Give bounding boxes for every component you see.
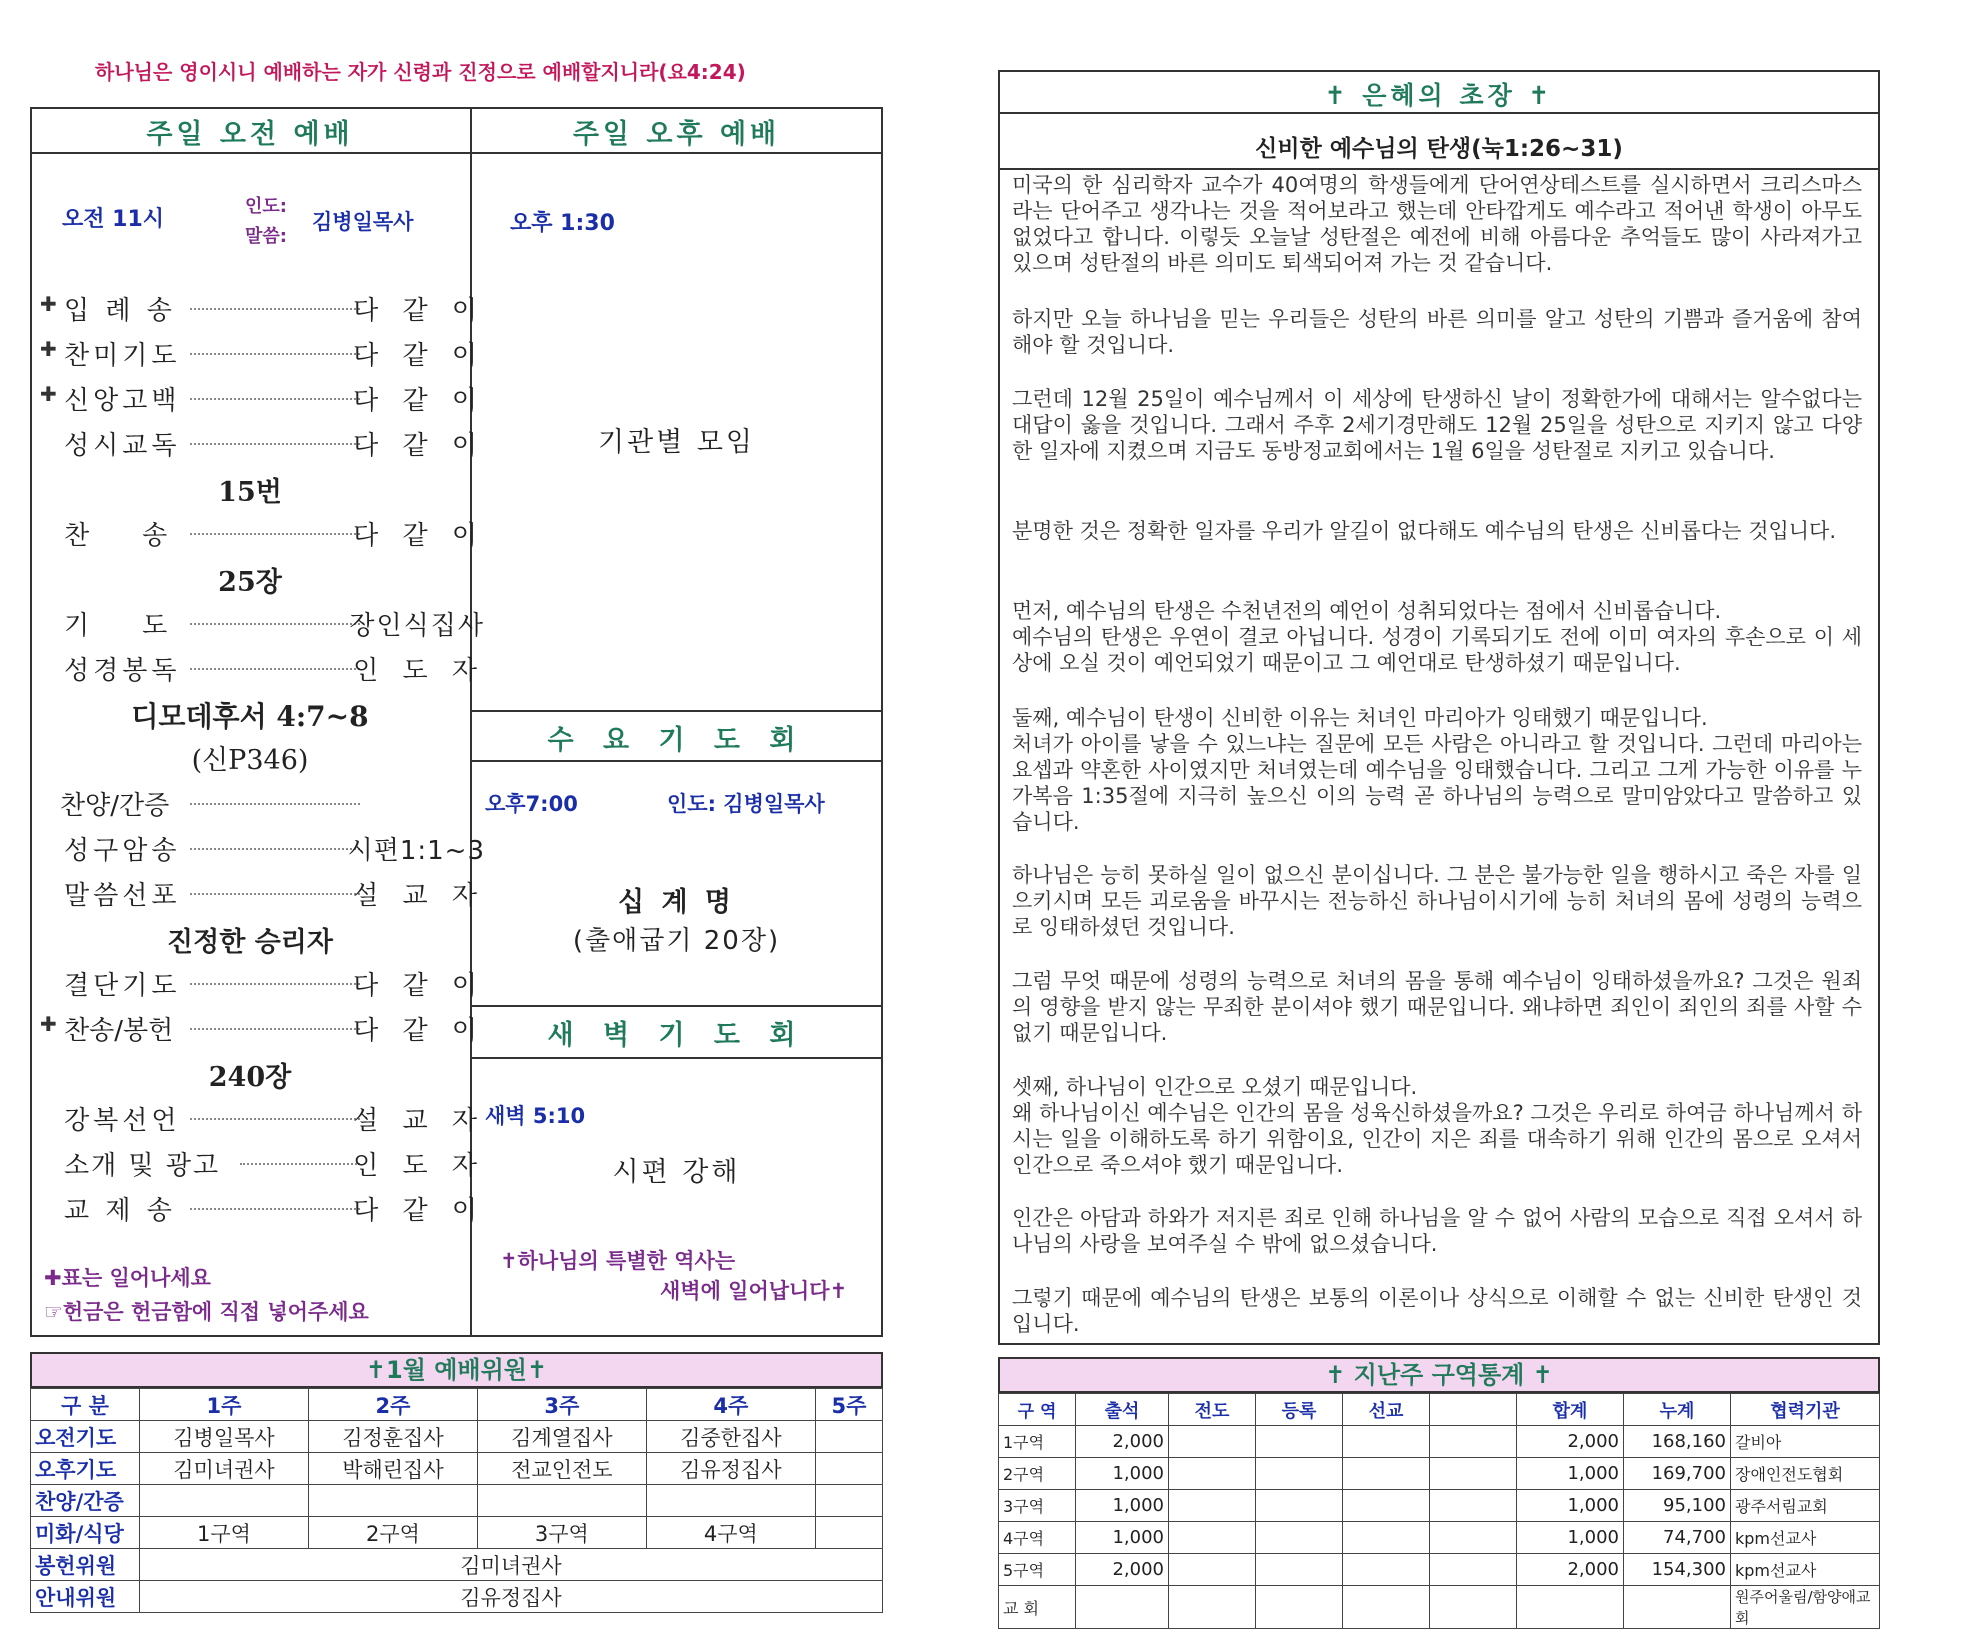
order-item — [40, 605, 485, 641]
stats-cell — [1343, 1426, 1430, 1458]
order-label: 교 제 송 — [64, 1196, 176, 1226]
duty-cell — [815, 1421, 882, 1453]
stats-cell — [1256, 1426, 1343, 1458]
header-verse: 하나님은 영이시니 예배하는 자가 신령과 진정으로 예배할지니라(요4:24) — [95, 60, 746, 84]
stats-cell — [1256, 1522, 1343, 1554]
offering-hymn-number: 240장 — [208, 1062, 292, 1093]
order-label: 성시교독 — [64, 431, 181, 461]
paragraph: 셋째, 하나님이 인간으로 오셨기 때문입니다. 왜 하나님이신 예수님은 인간의 몸을 성육신하셨을까요? 그것은 우리로 하여금 하나님께서 하시는 일을 이해하도록 하기 위함이요, 인간이 지은 죄를 대속하기 위해 인간의 몸으로 오셔서 인간으로 죽으셔야 했기 때문입니다. — [1012, 1075, 1862, 1177]
paragraph: 둘째, 예수님이 탄생이 신비한 이유는 처녀인 마리아가 잉태했기 때문입니다. 처녀가 아이를 낳을 수 있느냐는 질문에 모든 사람은 아니라고 할 것입니다. 그런데 마리아는 요셉과 약혼한 사이였지만 처녀였는데 예수님을 잉태했습니다. 그리고 그게 가능한 이유를 누가복음 1:35절에 지극히 높으신 이의 능력 곧 하나님의 능력으로 말미암았다고 말씀하고 있습니다. — [1012, 706, 1862, 834]
stats-cell — [1169, 1490, 1256, 1522]
paragraph: 분명한 것은 정확한 일자를 우리가 알길이 없다해도 예수님의 탄생은 신비롭다는 것입니다. — [1012, 519, 1837, 543]
stats-cell: 2,000 — [1076, 1554, 1169, 1586]
scripture-ref: 디모데후서 4:7~8 — [131, 700, 369, 733]
stats-cell — [1343, 1490, 1430, 1522]
duty-cell: 김중한집사 — [646, 1421, 815, 1453]
duty-cell: 김유정집사 — [646, 1453, 815, 1485]
hymn-number: 25장 — [218, 567, 282, 598]
stats-cell: 교 회 — [999, 1586, 1076, 1629]
stats-cell: 1,000 — [1076, 1458, 1169, 1490]
stats-cell: 95,100 — [1624, 1490, 1731, 1522]
duty-table — [30, 1388, 883, 1613]
order-value: 설 교 자 — [353, 881, 485, 911]
duty-title: ✝1월 예배위원✝ — [365, 1356, 548, 1384]
cross-icon: ✚ — [40, 337, 57, 361]
duty-cell: 전교인전도 — [477, 1453, 646, 1485]
paragraph: 미국의 한 심리학자 교수가 40여명의 학생들에게 단어연상테스트를 실시하면서 크리스마스라는 단어주고 생각나는 것을 적어보라고 했는데 안타깝게도 예수라고 적어낸 학생이 아무도 없었다고 합니다. 이렇듯 오늘날 성탄절은 예전에 비해 아름다운 추억들도 많이 사라져가고 있으며 성탄절의 바른 의미도 퇴색되어져 가는 것 같습니다. — [1012, 173, 1862, 275]
order-label: 결단기도 — [64, 971, 181, 1001]
duty-cell — [477, 1485, 646, 1517]
order-label: 신앙고백 — [64, 386, 181, 416]
dawn-topic: 시편 강해 — [612, 1157, 741, 1188]
stats-cell: 갈비아 — [1731, 1426, 1880, 1458]
table-row — [31, 1517, 883, 1549]
duty-cell: 김정훈집사 — [308, 1421, 477, 1453]
duty-title-bar — [30, 1352, 883, 1388]
wednesday-topic: 십 계 명 — [617, 887, 736, 918]
order-item — [40, 335, 485, 371]
stats-cell — [1430, 1490, 1517, 1522]
stats-cell — [1343, 1586, 1430, 1629]
stats-cell — [1256, 1458, 1343, 1490]
duty-cell — [646, 1485, 815, 1517]
stats-cell: 2,000 — [1076, 1426, 1169, 1458]
table-row — [31, 1485, 883, 1517]
order-value: 인 도 자 — [353, 1151, 485, 1181]
stats-cell: 1,000 — [1076, 1522, 1169, 1554]
scripture-page: (신P346) — [191, 745, 309, 776]
order-item — [40, 875, 485, 911]
stats-cell — [1624, 1586, 1731, 1629]
order-value: 인 도 자 — [353, 656, 485, 686]
duty-header: 2주 — [308, 1389, 477, 1421]
duty-header: 4주 — [646, 1389, 815, 1421]
duty-header: 3주 — [477, 1389, 646, 1421]
stats-cell: 1,000 — [1517, 1458, 1624, 1490]
stats-cell: 2구역 — [999, 1458, 1076, 1490]
stats-header: 전도 — [1169, 1394, 1256, 1426]
stats-cell — [1256, 1490, 1343, 1522]
duty-cell — [815, 1485, 882, 1517]
duty-header: 1주 — [140, 1389, 309, 1421]
stats-header: 등록 — [1256, 1394, 1343, 1426]
duty-cell — [815, 1517, 882, 1549]
order-item — [40, 1010, 485, 1046]
usher-committee: 김유정집사 — [140, 1581, 883, 1613]
order-label: 강복선언 — [64, 1106, 181, 1136]
duty-cell: 3구역 — [477, 1517, 646, 1549]
lead-label: 인도: — [245, 196, 287, 217]
stats-cell: 169,700 — [1624, 1458, 1731, 1490]
duty-cell: 4구역 — [646, 1517, 815, 1549]
order-label: 소개 및 광고 — [64, 1151, 221, 1181]
stats-cell — [1256, 1554, 1343, 1586]
stats-cell — [1430, 1522, 1517, 1554]
order-label: 찬송/봉헌 — [64, 1016, 174, 1046]
grace-subtitle: 신비한 예수님의 탄생(눅1:26~31) — [1255, 136, 1623, 162]
stats-cell — [1076, 1586, 1169, 1629]
stats-table — [998, 1393, 1880, 1629]
sermon-label: 말씀: — [245, 226, 287, 247]
stats-cell: kpm선교사 — [1731, 1522, 1880, 1554]
stats-title: ✝ 지난주 구역통계 ✝ — [1325, 1361, 1553, 1389]
stand-note: ✚표는 일어나세요 — [44, 1266, 211, 1290]
order-label: 찬양/간증 — [60, 791, 170, 821]
order-value: 다 같 이 — [353, 431, 485, 461]
duty-row-label: 오전기도 — [31, 1421, 140, 1453]
morning-time: 오전 11시 — [62, 207, 165, 232]
stats-cell — [1430, 1586, 1517, 1629]
stats-cell — [1256, 1586, 1343, 1629]
stats-title-bar — [998, 1357, 1880, 1393]
duty-cell — [140, 1485, 309, 1517]
stats-cell — [1517, 1586, 1624, 1629]
order-item — [40, 965, 485, 1001]
stats-cell: 1구역 — [999, 1426, 1076, 1458]
order-label: 찬미기도 — [64, 341, 181, 371]
duty-row-label: 미화/식당 — [31, 1517, 140, 1549]
stats-cell: kpm선교사 — [1731, 1554, 1880, 1586]
stats-cell — [1169, 1586, 1256, 1629]
dawn-time: 새벽 5:10 — [485, 1104, 586, 1128]
duty-cell: 2구역 — [308, 1517, 477, 1549]
order-value: 다 같 이 — [353, 296, 485, 326]
order-value: 장인식집사 — [349, 611, 485, 641]
duty-header: 구 분 — [31, 1389, 140, 1421]
duty-cell — [308, 1485, 477, 1517]
wednesday-topic-ref: (출애굽기 20장) — [572, 926, 781, 956]
wednesday-title: 수 요 기 도 회 — [547, 725, 806, 756]
order-value: 다 같 이 — [353, 971, 485, 1001]
table-row — [999, 1554, 1880, 1586]
stats-cell — [1430, 1426, 1517, 1458]
sermon-title: 진정한 승리자 — [167, 927, 333, 958]
cross-icon: ✚ — [40, 382, 57, 406]
stats-cell — [1430, 1458, 1517, 1490]
afternoon-content: 기관별 모임 — [598, 427, 755, 458]
stats-header: 누계 — [1624, 1394, 1731, 1426]
paragraph: 하지만 오늘 하나님을 믿는 우리들은 성탄의 바른 의미를 알고 성탄의 기쁨과 즐거움에 참여해야 할 것입니다. — [1012, 307, 1862, 357]
stats-cell: 2,000 — [1517, 1426, 1624, 1458]
order-item — [40, 425, 485, 461]
stats-header: 협력기관 — [1731, 1394, 1880, 1426]
paragraph: 하나님은 능히 못하실 일이 없으신 분이십니다. 그 분은 불가능한 일을 행하시고 죽은 자를 일으키시며 모든 괴로움을 바꾸시는 전능하신 하나님이시기에 능히 처녀의 몸에 성령의 능력으로 잉태하셨던 것입니다. — [1012, 863, 1862, 939]
order-item — [40, 515, 485, 551]
order-item — [40, 380, 485, 416]
stats-header: 출석 — [1076, 1394, 1169, 1426]
order-value: 다 같 이 — [353, 386, 485, 416]
stats-header: 합계 — [1517, 1394, 1624, 1426]
order-value: 다 같 이 — [353, 521, 485, 551]
stats-cell: 5구역 — [999, 1554, 1076, 1586]
paragraph: 먼저, 예수님의 탄생은 수천년전의 예언이 성취되었다는 점에서 신비롭습니다. 예수님의 탄생은 우연이 결코 아닙니다. 성경이 기록되기도 전에 이미 여자의 후손으로 이 세상에 오실 것이 예언되었기 때문이고 그 예언대로 탄생하셨기 때문입니다. — [1012, 599, 1862, 675]
order-value: 시편1:1~3 — [347, 836, 485, 866]
table-row — [31, 1421, 883, 1453]
table-row — [999, 1522, 1880, 1554]
stats-cell: 1,000 — [1517, 1490, 1624, 1522]
order-value: 다 같 이 — [353, 1196, 485, 1226]
paragraph: 그럼 무엇 때문에 성령의 능력으로 처녀의 몸을 통해 예수님이 잉태하셨을까요? 그것은 원죄의 영향을 받지 않는 무죄한 분이셔야 했기 때문입니다. 왜냐하면 죄인이 죄인의 죄를 사할 수 없기 때문입니다. — [1012, 969, 1862, 1045]
duty-row-label: 오후기도 — [31, 1453, 140, 1485]
stats-cell — [1169, 1522, 1256, 1554]
stats-cell — [1343, 1554, 1430, 1586]
order-item — [40, 1100, 485, 1136]
table-row — [31, 1581, 883, 1613]
order-label: 찬 송 — [64, 521, 172, 551]
order-label: 성구암송 — [64, 836, 181, 866]
paragraph: 인간은 아담과 하와가 저지른 죄로 인해 하나님을 알 수 없어 사람의 모습으로 직접 오셔서 하나님의 사랑을 보여주실 수 밖에 없으셨습니다. — [1012, 1206, 1862, 1256]
duty-cell: 1구역 — [140, 1517, 309, 1549]
stats-cell — [1343, 1458, 1430, 1490]
stats-cell — [1343, 1522, 1430, 1554]
stats-cell: 1,000 — [1076, 1490, 1169, 1522]
dawn-slogan-line1: ✝하나님의 특별한 역사는 — [500, 1249, 736, 1273]
paragraph: 그렇기 때문에 예수님의 탄생은 보통의 이론이나 상식으로 이해할 수 없는 신비한 탄생인 것입니다. — [1012, 1286, 1862, 1336]
order-item — [40, 650, 485, 686]
stats-cell: 74,700 — [1624, 1522, 1731, 1554]
stats-cell — [1169, 1426, 1256, 1458]
stats-cell — [1169, 1458, 1256, 1490]
paragraph: 그런데 12월 25일이 예수님께서 이 세상에 탄생하신 날이 정확한가에 대해서는 알수없다는 대답이 옳을 것입니다. 그래서 주후 2세기경만해도 12월 25일을 성탄으로 지키지 않고 다양한 일자에 지켰으며 지금도 동방정교회에서는 1월 6일을 성탄절로 지키고 있습니다. — [1012, 387, 1862, 463]
table-row — [31, 1549, 883, 1581]
afternoon-title: 주일 오후 예배 — [572, 119, 781, 150]
order-label: 기 도 — [64, 611, 172, 641]
psalm-number: 15번 — [218, 477, 282, 508]
stats-cell: 3구역 — [999, 1490, 1076, 1522]
duty-row-label: 찬양/간증 — [31, 1485, 140, 1517]
stats-cell: 168,160 — [1624, 1426, 1731, 1458]
wednesday-time: 오후7:00 — [485, 792, 578, 816]
stats-cell: 2,000 — [1517, 1554, 1624, 1586]
order-value: 설 교 자 — [353, 1106, 485, 1136]
cross-icon: ✚ — [40, 1012, 57, 1036]
stats-header — [1430, 1394, 1517, 1426]
dawn-slogan-line2: 새벽에 일어납니다✝ — [660, 1279, 848, 1303]
order-item — [40, 290, 485, 326]
offering-note: ☞헌금은 헌금함에 직접 넣어주세요 — [44, 1300, 369, 1324]
order-item — [40, 785, 485, 821]
morning-title: 주일 오전 예배 — [146, 119, 354, 150]
order-label: 입 례 송 — [64, 296, 176, 326]
duty-cell: 김병일목사 — [140, 1421, 309, 1453]
stats-header: 선교 — [1343, 1394, 1430, 1426]
order-value: 다 같 이 — [353, 341, 485, 371]
table-row — [999, 1490, 1880, 1522]
dawn-title: 새 벽 기 도 회 — [547, 1020, 806, 1051]
duty-cell: 박해린집사 — [308, 1453, 477, 1485]
stats-cell: 4구역 — [999, 1522, 1076, 1554]
stats-cell: 원주어울림/함양애교회 — [1731, 1586, 1880, 1629]
wednesday-leader: 인도: 김병일목사 — [667, 792, 825, 816]
order-label: 성경봉독 — [64, 656, 181, 686]
afternoon-time: 오후 1:30 — [510, 211, 615, 236]
order-item — [40, 1145, 485, 1181]
stats-cell: 1,000 — [1517, 1522, 1624, 1554]
duty-row-label: 봉헌위원 — [31, 1549, 140, 1581]
stats-cell: 광주서림교회 — [1731, 1490, 1880, 1522]
order-item — [40, 1190, 485, 1226]
order-item — [40, 830, 485, 866]
stats-cell — [1430, 1554, 1517, 1586]
morning-leader: 김병일목사 — [312, 210, 414, 234]
duty-row-label: 안내위원 — [31, 1581, 140, 1613]
table-row — [999, 1586, 1880, 1629]
table-row — [31, 1453, 883, 1485]
duty-cell: 김미녀권사 — [140, 1453, 309, 1485]
table-row — [999, 1426, 1880, 1458]
duty-header: 5주 — [815, 1389, 882, 1421]
stats-header: 구 역 — [999, 1394, 1076, 1426]
order-label: 말씀선포 — [64, 881, 181, 911]
order-value: 다 같 이 — [353, 1016, 485, 1046]
table-row — [999, 1458, 1880, 1490]
stats-cell: 154,300 — [1624, 1554, 1731, 1586]
duty-cell: 김계열집사 — [477, 1421, 646, 1453]
grace-title: ✝ 은혜의 초장 ✝ — [1324, 81, 1554, 110]
cross-icon: ✚ — [40, 292, 57, 316]
stats-cell — [1169, 1554, 1256, 1586]
stats-cell: 장애인전도협회 — [1731, 1458, 1880, 1490]
offering-committee: 김미녀권사 — [140, 1549, 883, 1581]
duty-cell — [815, 1453, 882, 1485]
